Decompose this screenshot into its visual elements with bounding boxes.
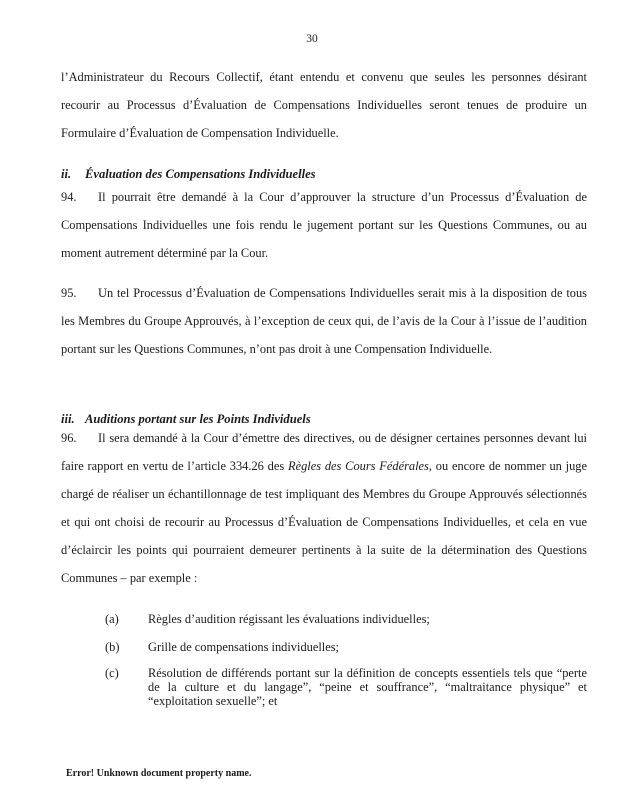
list-item-c — [105, 666, 587, 708]
paragraph-96 — [61, 424, 587, 592]
paragraph-94 — [61, 183, 587, 267]
paragraph-94-text: Il pourrait être demandé à la Cour d’approuver la structure d’un Processus d’Évaluation de Compensations Individuelles une fois rendu le jugement portant sur les Questions Communes, ou au moment autrement déterminé par la Cour. — [61, 190, 587, 260]
section-heading-ii — [61, 164, 587, 184]
section-ii-numeral: ii. — [61, 167, 72, 181]
page-number: 30 — [306, 33, 318, 45]
list-item-b-text: Grille de compensations individuelles; — [148, 640, 339, 654]
list-item-c-text: Résolution de différends portant sur la définition de concepts essentiels tels que “perte de la culture et du langage”, “peine et souffrance”, “maltraitance physique” et “exploitation sexuelle”; et — [148, 666, 587, 708]
list-item-a-text: Règles d’audition régissant les évaluations individuelles; — [148, 612, 430, 626]
paragraph-96-italic-citation: Règles des Cours Fédérales — [288, 459, 429, 473]
paragraph-95-text: Un tel Processus d’Évaluation de Compensations Individuelles serait mis à la disposition de tous les Membres du Groupe Approuvés, à l’exception de ceux qui, de l’avis de la Cour à l’issue de l’audition portant sur les Questions Communes, n’ont pas droit à une Compensation Individuelle. — [61, 286, 587, 356]
footer-error-field-text: Error! Unknown document property name. — [66, 768, 252, 779]
list-item-a — [105, 612, 587, 626]
paragraph-96-number: 96. — [61, 431, 77, 445]
paragraph-95-number: 95. — [61, 286, 77, 300]
section-iii-numeral: iii. — [61, 412, 75, 426]
paragraph-95 — [61, 279, 587, 363]
list-item-c-label: (c) — [105, 666, 119, 680]
section-ii-title: Évaluation des Compensations Individuelles — [85, 167, 316, 181]
intro-paragraph: l’Administrateur du Recours Collectif, étant entendu et convenu que seules les personnes désirant recourir au Processus d’Évaluation de Compensations Individuelles seront tenues de produire un Formulaire d’Évaluation de Compensation Individuelle. — [61, 70, 587, 140]
section-iii-title: Auditions portant sur les Points Individuels — [85, 412, 311, 426]
list-item-a-label: (a) — [105, 612, 119, 626]
paragraph-96-text-after-italic: , ou encore de nommer un juge chargé de réaliser un échantillonnage de test impliquant des Membres du Groupe Approuvés sélectionnés et qui ont choisi de recourir au Processus d’Évaluation de Compensations Individuelles, et cela en vue d’éclaircir les points qui pourraient demeurer pertinents à la suite de la détermination des Questions Communes – par exemple : — [61, 459, 587, 585]
list-item-b — [105, 640, 587, 654]
enumerated-list — [105, 612, 587, 708]
paragraph-94-number: 94. — [61, 190, 77, 204]
paragraph-96-text-before-italic: Il sera demandé à la Cour d’émettre des directives, ou de désigner certaines personnes devant lui faire rapport en vertu de l’article 334.26 des — [61, 431, 587, 473]
list-item-b-label: (b) — [105, 640, 120, 654]
